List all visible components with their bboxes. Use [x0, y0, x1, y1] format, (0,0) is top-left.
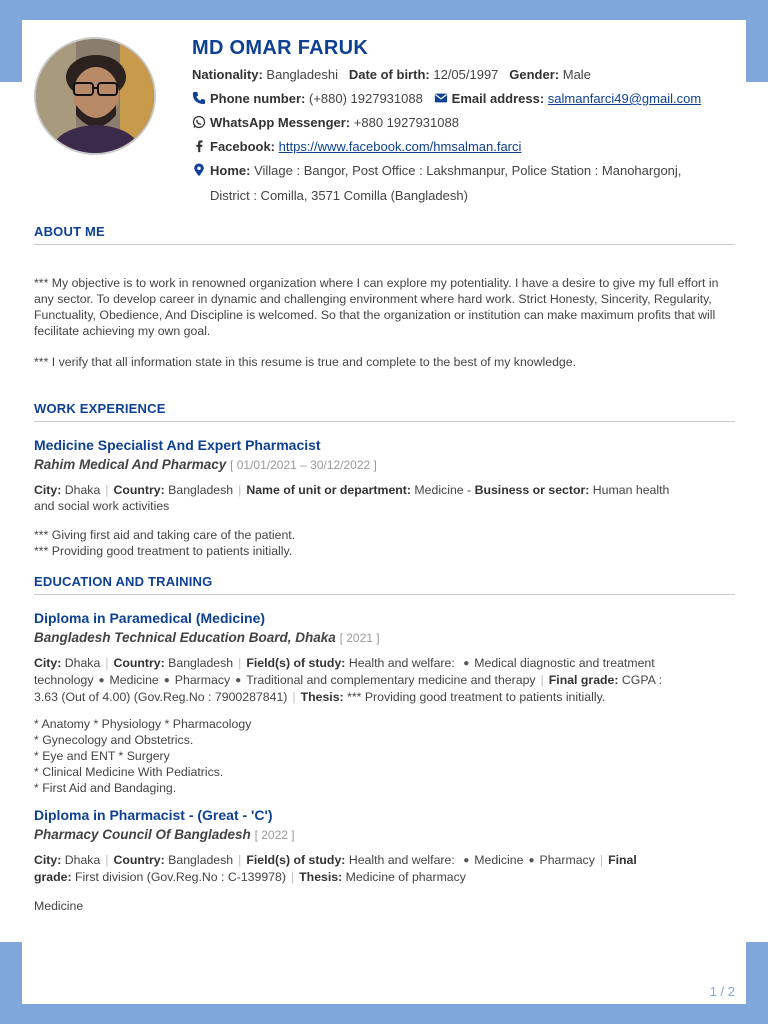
edu1-grade-1: CGPA : — [621, 673, 662, 687]
edu1-field-label: Field(s) of study: — [246, 656, 346, 670]
edu1-field-b: Medicine — [109, 673, 159, 687]
nationality-label: Nationality: — [192, 67, 263, 82]
education-note-2: Medicine — [34, 899, 84, 913]
edu1-city-label: City: — [34, 656, 62, 670]
edu1-field-a2: technology — [34, 673, 94, 687]
education-date-2: [ 2022 ] — [254, 828, 295, 842]
profile-photo-image — [36, 39, 154, 153]
job-duty-2: *** Providing good treatment to patients initially. — [34, 544, 293, 558]
email-link[interactable]: salmanfarci49@gmail.com — [547, 91, 702, 106]
edu1-note: * First Aid and Bandaging. — [34, 781, 177, 795]
job-unit: Medicine — [414, 483, 464, 497]
whatsapp-icon — [192, 115, 206, 129]
email-label: Email address: — [451, 91, 545, 106]
job-sector-2: and social work activities — [34, 499, 170, 513]
edu2-grade-label-2: grade: — [34, 870, 72, 884]
phone-icon — [192, 91, 206, 105]
nationality-value: Bangladeshi — [266, 67, 338, 82]
education-date-1: [ 2021 ] — [339, 631, 380, 645]
facebook-label: Facebook: — [210, 139, 276, 154]
candidate-name: MD OMAR FARUK — [192, 37, 369, 59]
phone-value: (+880) 1927931088 — [308, 91, 423, 106]
education-org-line-1 — [34, 630, 380, 645]
edu1-field-a: Medical diagnostic and treatment — [474, 656, 655, 670]
education-org-1: Bangladesh Technical Education Board, Dhaka — [34, 630, 336, 645]
education-notes-1 — [34, 716, 735, 796]
education-title-1: Diploma in Paramedical (Medicine) — [34, 610, 266, 626]
page-number: 1 / 2 — [709, 984, 735, 999]
about-paragraph-2: *** I verify that all information state in this resume is true and complete to the best of my knowledge. — [34, 355, 577, 369]
edu1-thesis-label: Thesis: — [300, 690, 344, 704]
education-heading: EDUCATION AND TRAINING — [34, 574, 735, 595]
home-label: Home: — [210, 163, 251, 178]
education-org-line-2 — [34, 827, 295, 842]
home-address-line1: Village : Bangor, Post Office : Lakshmanpur, Police Station : Manohargonj, — [254, 163, 682, 178]
contact-line — [192, 91, 701, 106]
employer-line — [34, 457, 377, 472]
phone-label: Phone number: — [210, 91, 306, 106]
edu2-field-a: Medicine — [474, 853, 524, 867]
location-pin-icon — [192, 163, 206, 177]
dob-value: 12/05/1997 — [433, 67, 499, 82]
envelope-icon — [434, 91, 448, 105]
edu2-country-label: Country: — [113, 853, 165, 867]
whatsapp-line — [192, 115, 459, 130]
edu2-country: Bangladesh — [168, 853, 234, 867]
edu2-grade: First division (Gov.Reg.No : C-139978) — [75, 870, 286, 884]
gender-label: Gender: — [509, 67, 560, 82]
job-sector-label: Business or sector: — [474, 483, 590, 497]
gender-value: Male — [562, 67, 591, 82]
education-title-2: Diploma in Pharmacist - (Great - 'C') — [34, 807, 273, 823]
resume-page — [22, 20, 746, 1004]
edu1-city: Dhaka — [64, 656, 101, 670]
about-paragraph-1: *** My objective is to work in renowned organization where I can explore my potentiality. I have a desire to give my full effort in any sector. To develop career in dynamic and challenging environment where hard work. Strict Honesty, Sincerity, Regularity, Functuality, Obedience, And Discipline is welcomed. So that the organization or institution can make maximum profits that will fecilitate achieving my own goal. — [34, 276, 719, 338]
edu1-grade-label: Final grade: — [548, 673, 619, 687]
personal-details-line — [192, 67, 591, 82]
edu1-country-label: Country: — [113, 656, 165, 670]
whatsapp-label: WhatsApp Messenger: — [210, 115, 351, 130]
edu1-thesis: *** Providing good treatment to patients initially. — [347, 690, 606, 704]
job-city: Dhaka — [64, 483, 101, 497]
edu1-field-c: Pharmacy — [174, 673, 231, 687]
job-country-label: Country: — [113, 483, 165, 497]
facebook-link[interactable]: https://www.facebook.com/hmsalman.farci — [278, 139, 522, 154]
employer-name: Rahim Medical And Pharmacy — [34, 457, 227, 472]
job-details: City: Dhaka | Country: Bangladesh | Name of unit or department: Medicine - Business or sector: Human health and social work activities — [34, 483, 670, 513]
dob-label: Date of birth: — [348, 67, 430, 82]
job-title: Medicine Specialist And Expert Pharmacist — [34, 437, 321, 453]
edu2-thesis-label: Thesis: — [299, 870, 343, 884]
job-sector-1: Human health — [592, 483, 670, 497]
education-details-1: City: Dhaka | Country: Bangladesh | Field(s) of study: Health and welfare: ● Medical diagnostic and treatment technology ● Medicine ● Pharmacy ● Traditional and complementary medicine and therapy | Final grade: CGPA : 3.63 (Out of 4.00) (Gov.Reg.No : 7900287841) | Thesis: *** Providing good treatment to patients initially. — [34, 656, 662, 704]
edu2-thesis: Medicine of pharmacy — [345, 870, 466, 884]
whatsapp-value: +880 1927931088 — [353, 115, 459, 130]
education-org-2: Pharmacy Council Of Bangladesh — [34, 827, 251, 842]
home-line — [192, 163, 681, 178]
home-address-line2: District : Comilla, 3571 Comilla (Bangladesh) — [210, 188, 468, 203]
profile-photo — [34, 37, 156, 155]
work-heading: WORK EXPERIENCE — [34, 401, 735, 422]
edu1-country: Bangladesh — [168, 656, 234, 670]
job-unit-label: Name of unit or department: — [246, 483, 411, 497]
about-heading: ABOUT ME — [34, 224, 735, 245]
edu1-note: * Gynecology and Obstetrics. — [34, 733, 194, 747]
edu2-grade-label-1: Final — [608, 853, 637, 867]
edu2-field-b: Pharmacy — [539, 853, 595, 867]
edu1-note: * Eye and ENT * Surgery — [34, 749, 170, 763]
edu2-field-label: Field(s) of study: — [246, 853, 346, 867]
edu1-note: * Clinical Medicine With Pediatrics. — [34, 765, 224, 779]
job-country: Bangladesh — [168, 483, 234, 497]
job-duty-1: *** Giving first aid and taking care of the patient. — [34, 528, 296, 542]
job-city-label: City: — [34, 483, 62, 497]
education-details-2: City: Dhaka | Country: Bangladesh | Field(s) of study: Health and welfare: ● Medicine ● Pharmacy | Final grade: First division (Gov.Reg.No : C-139978) | Thesis: Medicine of pharmacy — [34, 853, 637, 884]
edu1-field-prefix: Health and welfare: — [348, 656, 455, 670]
edu1-note: * Anatomy * Physiology * Pharmacology — [34, 717, 252, 731]
edu2-city-label: City: — [34, 853, 62, 867]
facebook-line — [192, 139, 521, 154]
edu1-field-d: Traditional and complementary medicine and therapy — [246, 673, 536, 687]
job-dates: [ 01/01/2021 – 30/12/2022 ] — [230, 458, 377, 472]
edu2-field-prefix: Health and welfare: — [348, 853, 455, 867]
facebook-icon — [192, 139, 206, 153]
edu2-city: Dhaka — [64, 853, 101, 867]
edu1-grade-2: 3.63 (Out of 4.00) (Gov.Reg.No : 7900287841) — [34, 690, 288, 704]
